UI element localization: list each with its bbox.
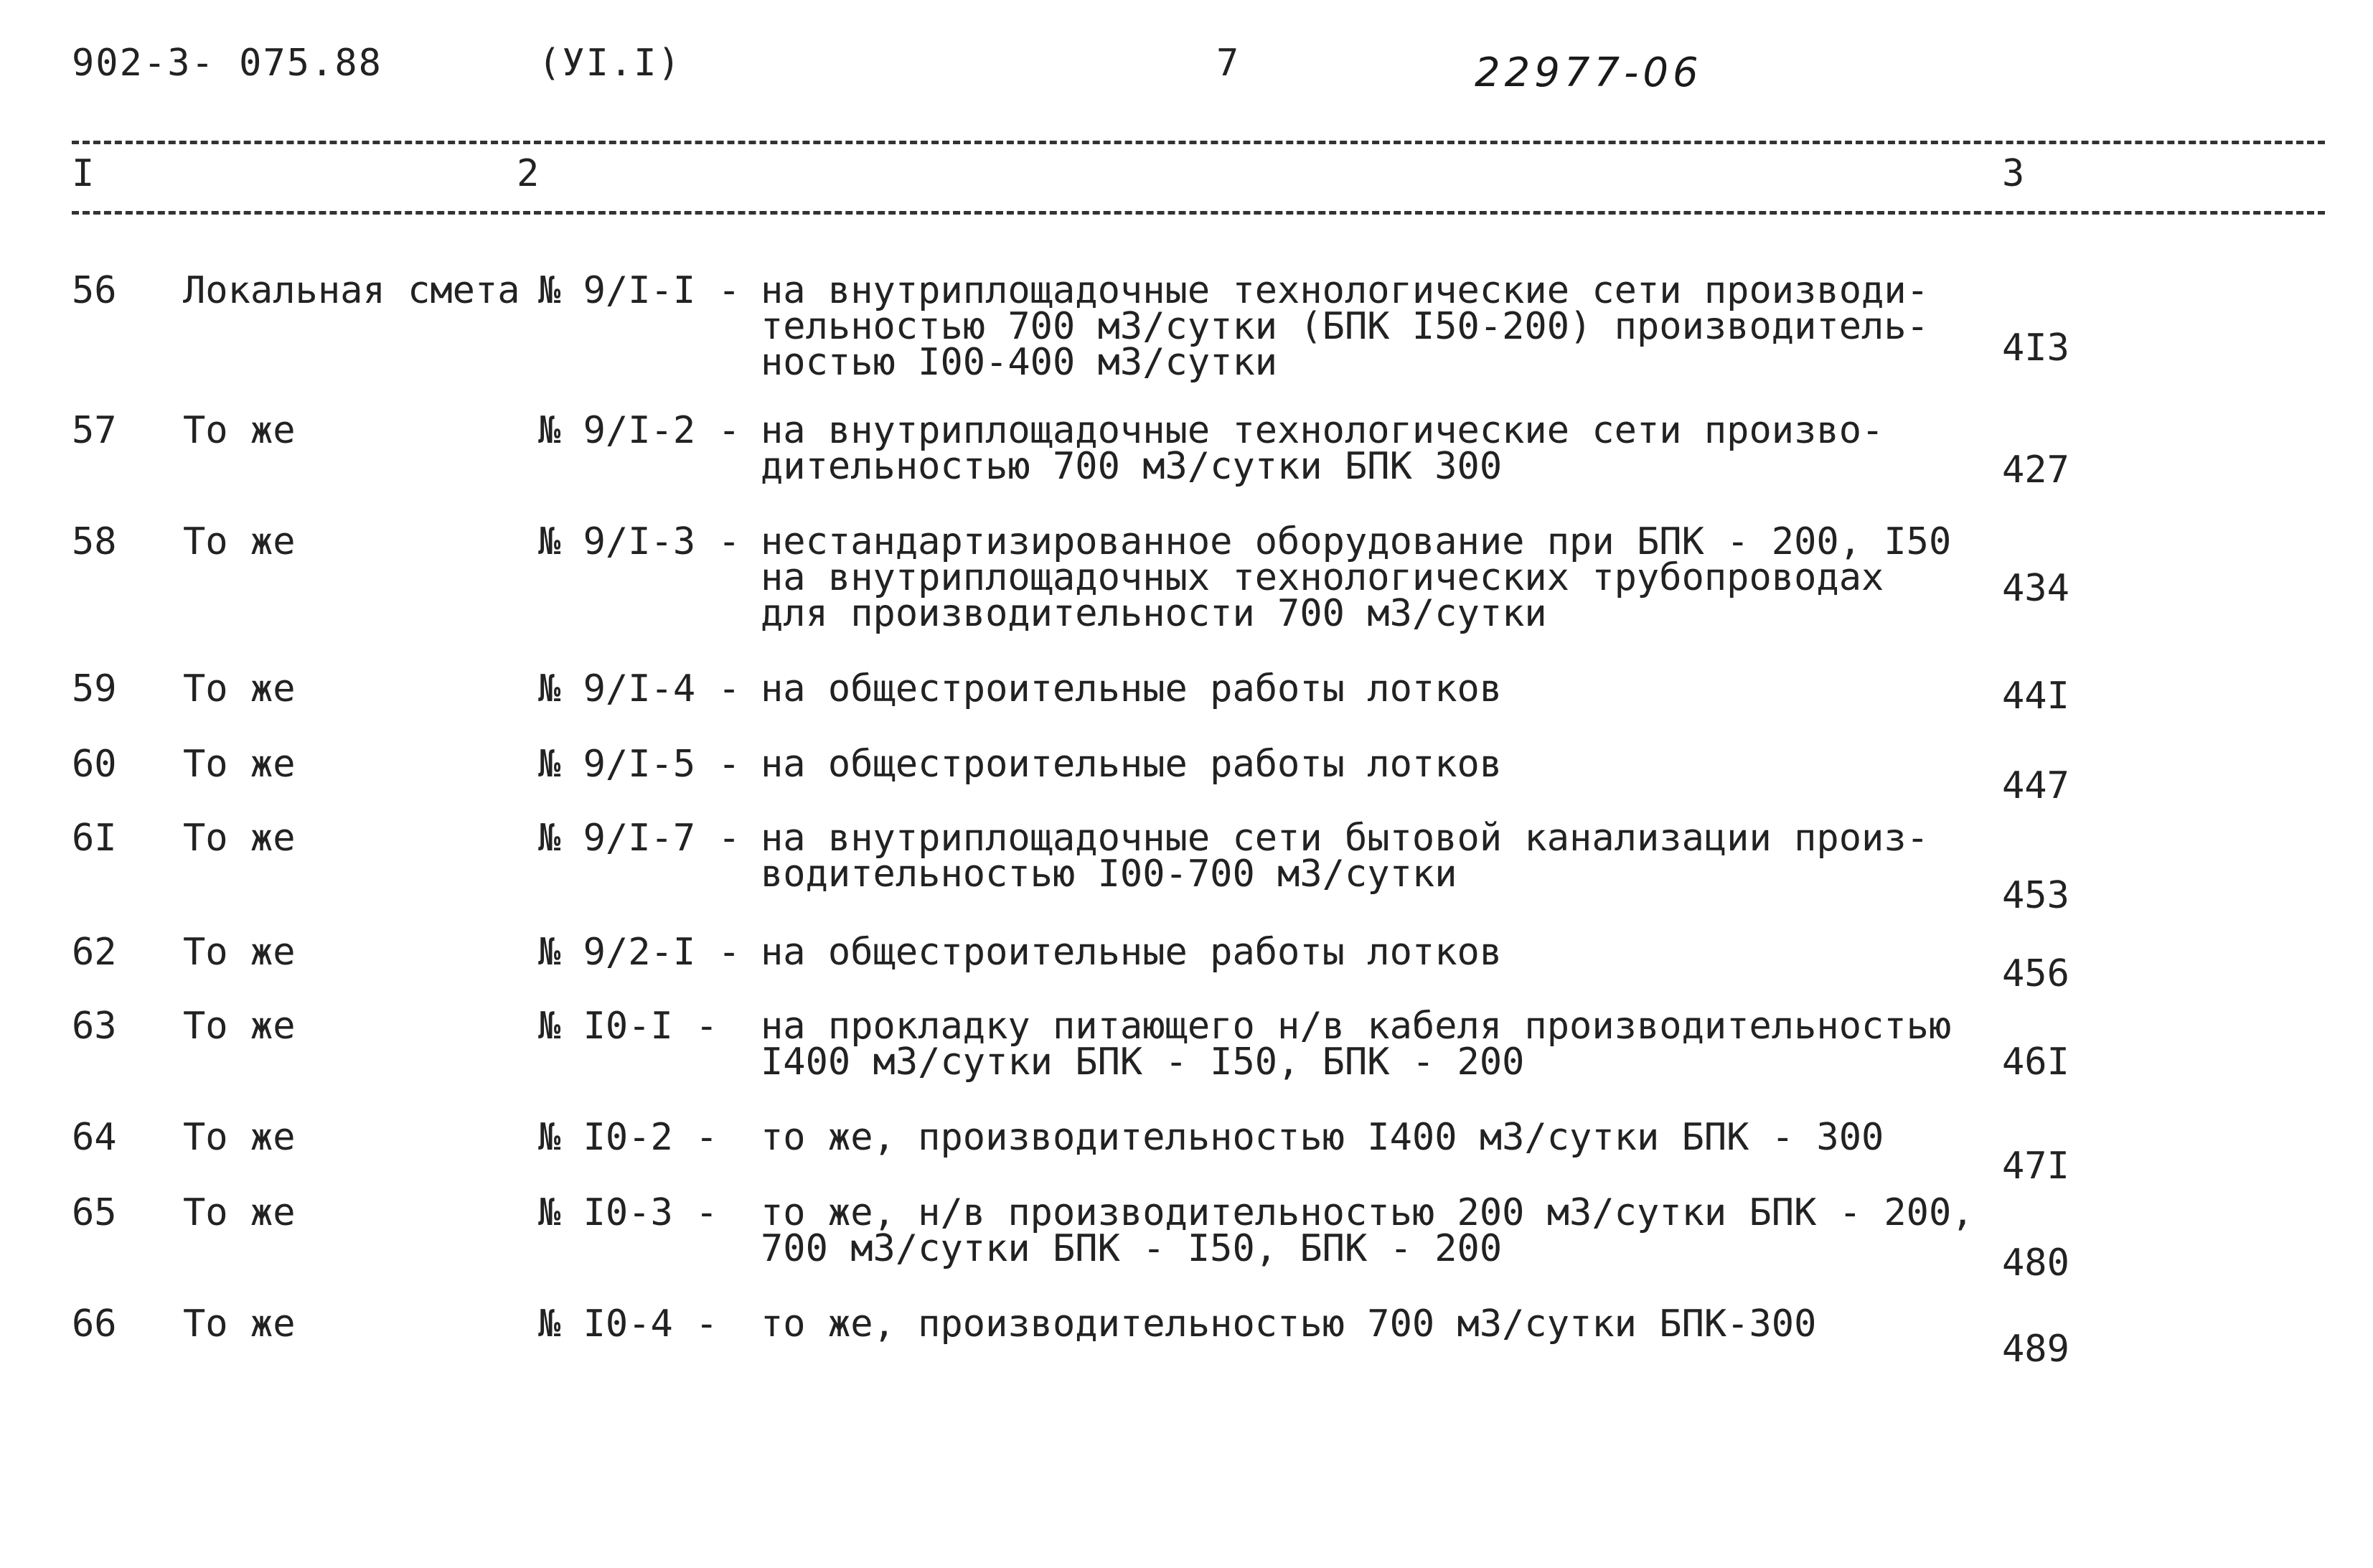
- row-description: [761, 269, 1929, 384]
- description-line: на общестроительные работы лотков: [761, 667, 1503, 710]
- description-line: на внутриплощадочные технологические сети производи-: [761, 269, 1929, 312]
- description-line: тельностью 700 м3/сутки (БПК I50-200) производитель-: [761, 305, 1929, 348]
- row-number: 62: [72, 931, 117, 974]
- description-line: дительностью 700 м3/сутки БПК 300: [761, 445, 1503, 488]
- row-label: То же: [183, 1191, 296, 1234]
- row-number: 56: [72, 269, 117, 312]
- row-description: [761, 1191, 1974, 1270]
- table-top-rule: [72, 141, 2325, 144]
- estimate-reference: № I0-4 -: [538, 1302, 718, 1346]
- row-label: То же: [183, 520, 296, 563]
- page-reference: 447: [2002, 764, 2069, 807]
- row-number: 57: [72, 409, 117, 452]
- description-line: на внутриплощадочные технологические сети произво-: [761, 409, 1884, 452]
- row-number: 59: [72, 667, 117, 710]
- row-description: [761, 520, 1952, 635]
- estimate-reference: № 9/2-I -: [538, 931, 741, 974]
- row-label: Локальная смета: [183, 269, 520, 312]
- estimate-reference: № 9/I-4 -: [538, 667, 741, 710]
- description-line: I400 м3/сутки БПК - I50, БПК - 200: [761, 1041, 1525, 1084]
- description-line: на внутриплощадочных технологических трубопроводах: [761, 556, 1884, 599]
- row-description: [761, 1005, 1952, 1084]
- page-reference: 47I: [2002, 1145, 2069, 1188]
- row-description: [761, 409, 1884, 488]
- description-line: то же, н/в производительностью 200 м3/сутки БПК - 200,: [761, 1191, 1974, 1234]
- row-number: 60: [72, 743, 117, 786]
- row-number: 66: [72, 1302, 117, 1346]
- estimate-reference: № 9/I-7 -: [538, 817, 741, 860]
- page-reference: 46I: [2002, 1041, 2069, 1084]
- description-line: то же, производительностью I400 м3/сутки БПК - 300: [761, 1116, 1884, 1159]
- document-code: 902-3- 075.88: [72, 42, 382, 85]
- description-line: на общестроительные работы лотков: [761, 743, 1503, 786]
- column-number-1: I: [72, 152, 95, 195]
- page-reference: 453: [2002, 874, 2069, 917]
- estimate-reference: № 9/I-5 -: [538, 743, 741, 786]
- estimate-reference: № 9/I-2 -: [538, 409, 741, 452]
- row-description: [761, 931, 1503, 974]
- row-description: [761, 1116, 1884, 1159]
- row-label: То же: [183, 1005, 296, 1048]
- page-number: 7: [1216, 42, 1241, 85]
- description-line: на прокладку питающего н/в кабеля производительностью: [761, 1005, 1952, 1048]
- row-description: [761, 743, 1503, 786]
- row-label: То же: [183, 817, 296, 860]
- row-label: То же: [183, 931, 296, 974]
- row-description: [761, 1302, 1817, 1346]
- row-number: 63: [72, 1005, 117, 1048]
- inventory-number: 22977-06: [1475, 50, 1703, 96]
- row-number: 65: [72, 1191, 117, 1234]
- row-label: То же: [183, 1116, 296, 1159]
- description-line: для производительности 700 м3/сутки: [761, 592, 1547, 635]
- estimate-reference: № 9/I-I -: [538, 269, 741, 312]
- page-reference: 489: [2002, 1328, 2069, 1371]
- table-header-rule: [72, 211, 2325, 215]
- row-label: То же: [183, 743, 296, 786]
- page-reference: 480: [2002, 1241, 2069, 1285]
- page-reference: 44I: [2002, 675, 2069, 718]
- row-number: 58: [72, 520, 117, 563]
- row-label: То же: [183, 409, 296, 452]
- page-reference: 434: [2002, 567, 2069, 610]
- estimate-reference: № I0-I -: [538, 1005, 718, 1048]
- description-line: ностью I00-400 м3/сутки: [761, 341, 1278, 384]
- page-reference: 427: [2002, 449, 2069, 492]
- page-reference: 4I3: [2002, 327, 2069, 370]
- row-number: 6I: [72, 817, 117, 860]
- row-number: 64: [72, 1116, 117, 1159]
- estimate-reference: № I0-3 -: [538, 1191, 718, 1234]
- description-line: на общестроительные работы лотков: [761, 931, 1503, 974]
- row-description: [761, 817, 1929, 896]
- description-line: нестандартизированное оборудование при БПК - 200, I50: [761, 520, 1952, 563]
- page-reference: 456: [2002, 952, 2069, 995]
- description-line: 700 м3/сутки БПК - I50, БПК - 200: [761, 1227, 1503, 1270]
- row-label: То же: [183, 1302, 296, 1346]
- description-line: водительностью I00-700 м3/сутки: [761, 853, 1457, 896]
- row-label: То же: [183, 667, 296, 710]
- column-number-3: 3: [2002, 152, 2025, 195]
- estimate-reference: № 9/I-3 -: [538, 520, 741, 563]
- description-line: то же, производительностью 700 м3/сутки БПК-300: [761, 1302, 1817, 1346]
- section-number: (УI.I): [538, 42, 682, 85]
- estimate-reference: № I0-2 -: [538, 1116, 718, 1159]
- row-description: [761, 667, 1503, 710]
- description-line: на внутриплощадочные сети бытовой канализации произ-: [761, 817, 1929, 860]
- column-number-2: 2: [517, 152, 540, 195]
